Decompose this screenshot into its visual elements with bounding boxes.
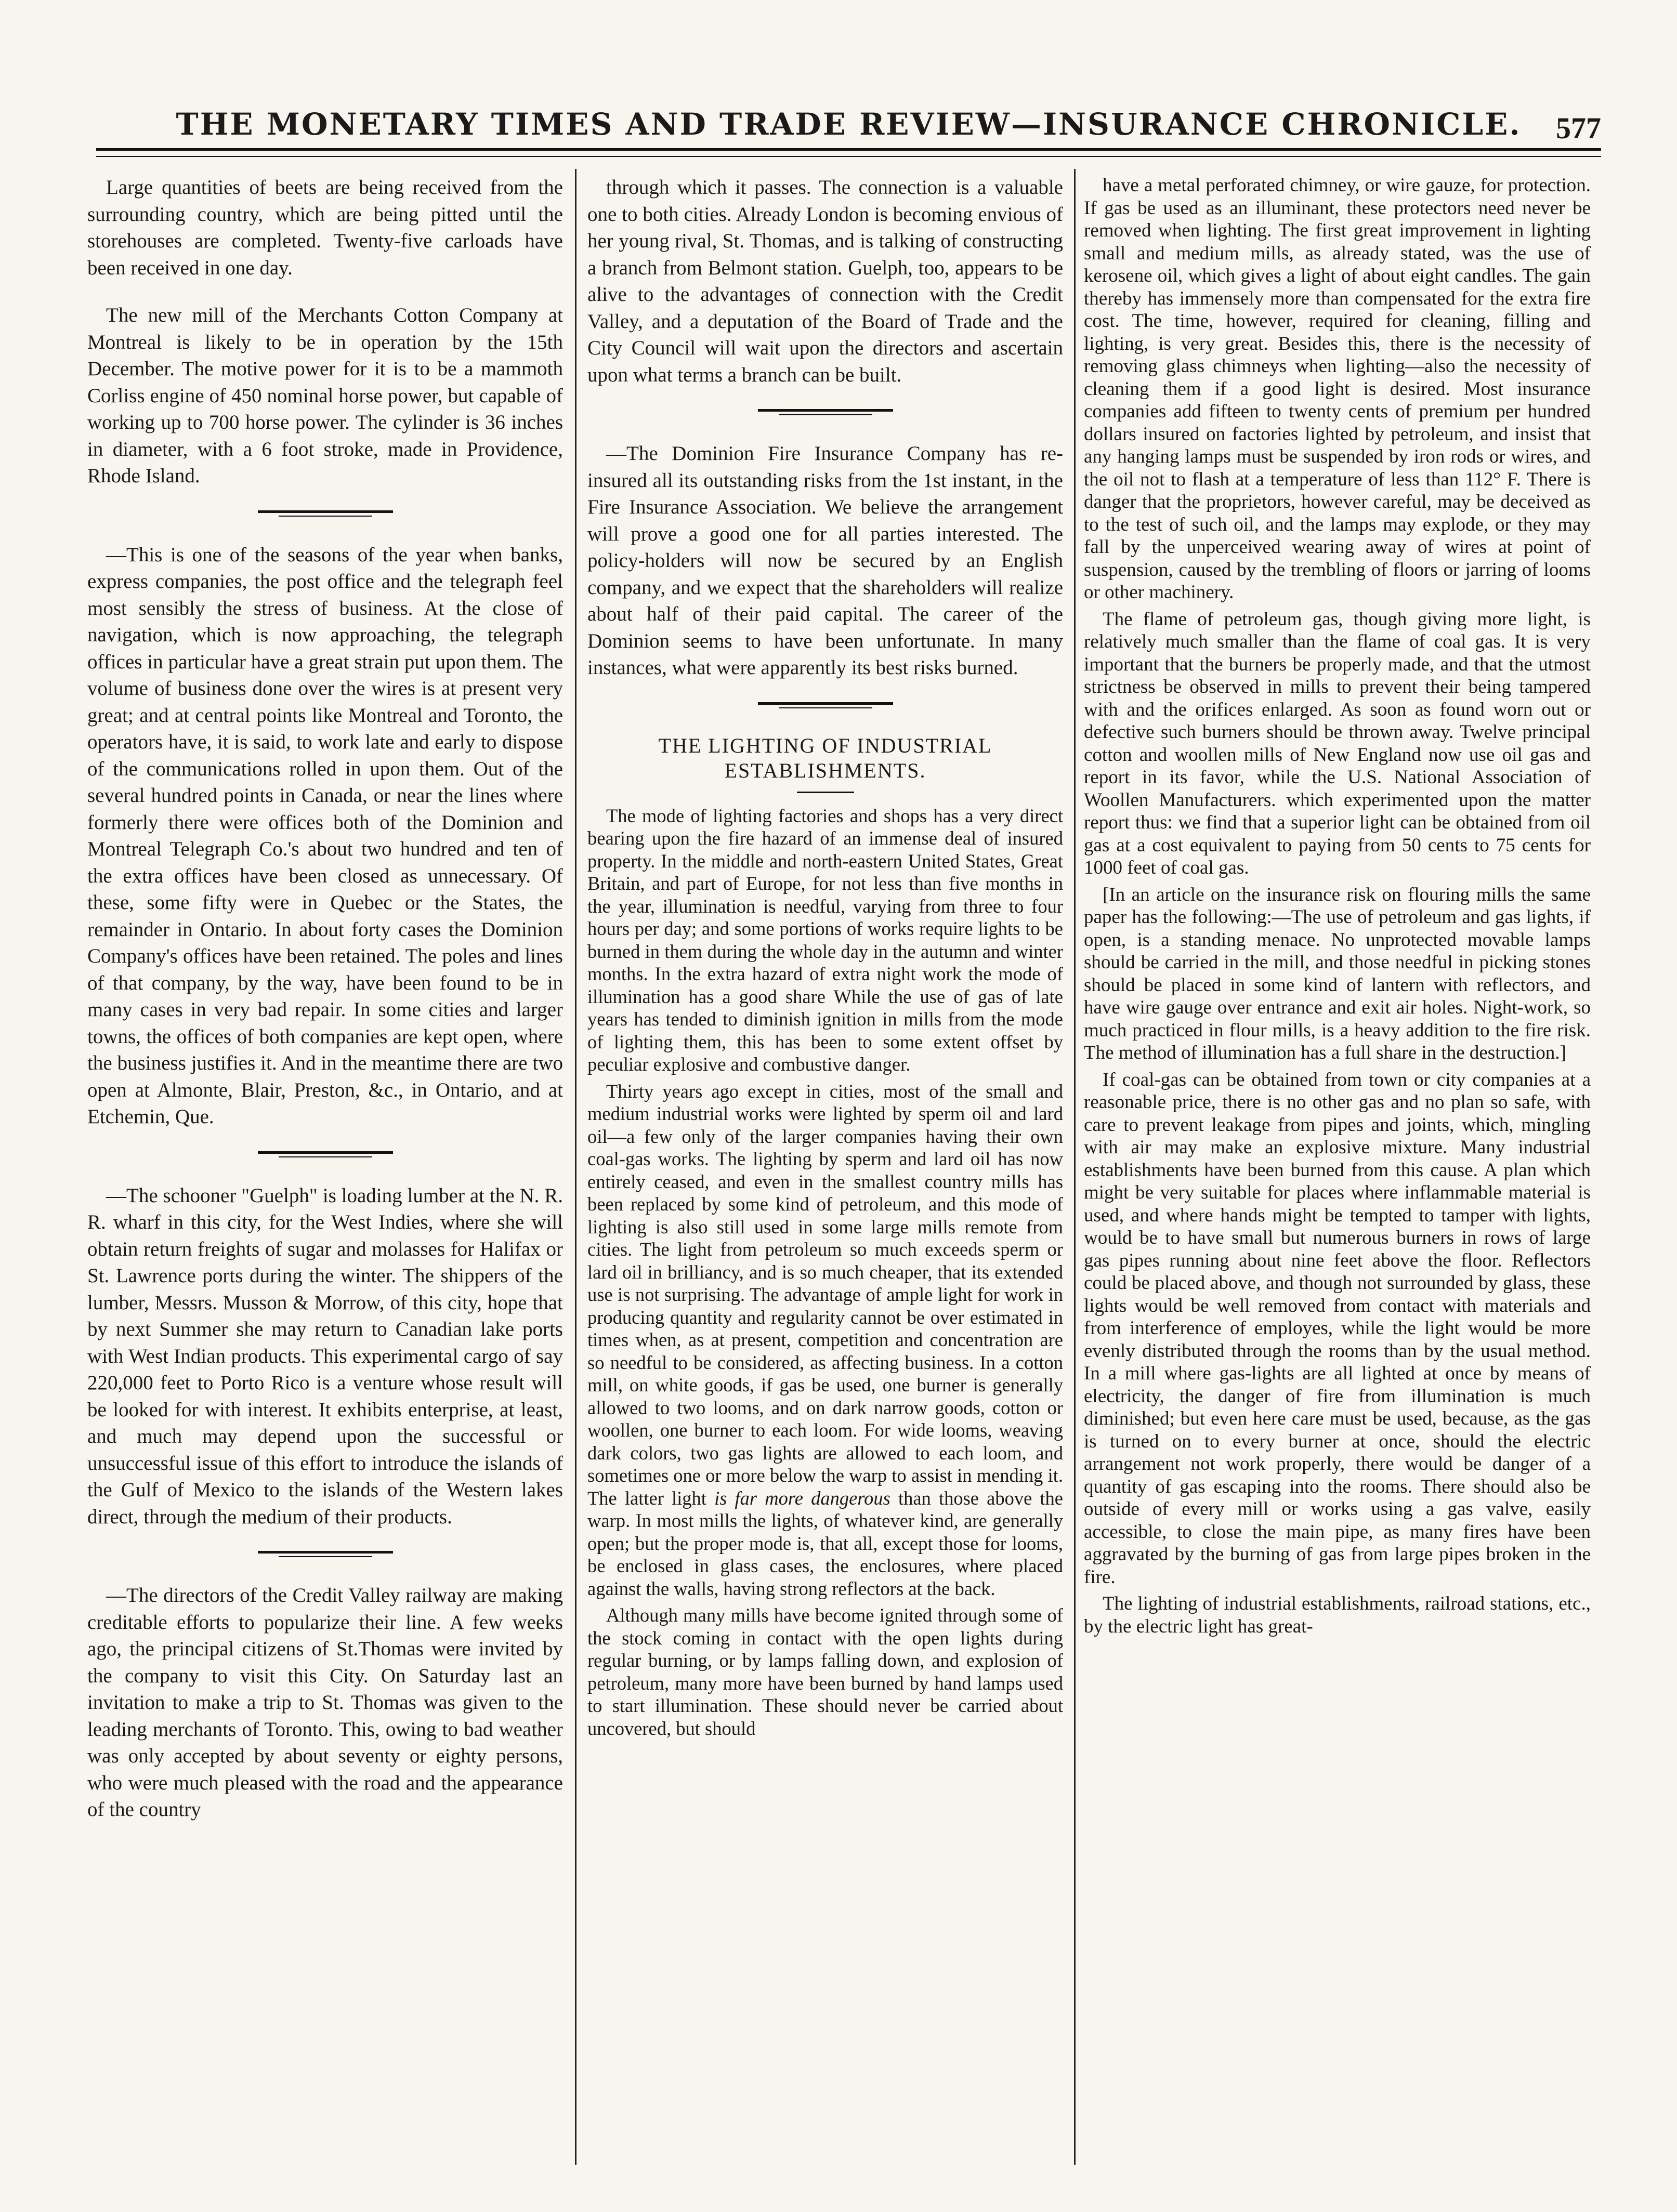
paragraph: Although many mills have become ignited through some of the stock coming in contact with the open lights during regular burning, or by lamps falling down, and explosion of petroleum, many more have been burned by hand lamps used to start illumination. These should never be carried about uncovered, but should: [587, 1604, 1063, 1739]
paragraph: —The schooner "Guelph" is loading lumber at the N. R. R. wharf in this city, for the West Indies, where she will obtain return freights of sugar and molasses for Halifax or St. Lawrence ports during the winter. The shippers of the lumber, Messrs. Musson & Morrow, of this city, hope that by next Summer she may return to Canadian lake ports with West Indian products. This experimental cargo of say 220,000 feet to Porto Rico is a venture whose result will be looked for with interest. It exhibits enterprise, at least, and much may depend upon the successful or unsuccessful issue of this effort to introduce the islands of the Gulf of Mexico to the islands of the Western lakes direct, through the medium of their products.: [87, 1184, 563, 1528]
paragraph: —This is one of the seasons of the year when banks, express companies, the post office and the telegraph feel most sensibly the stress of business. At the close of navigation, which is now approaching, the telegraph offices in particular have a great strain put upon them. The volume of business done over the wires is at present very great; and at central points like Montreal and Toronto, the operators have, it is said, to work late and early to dispose of the communications rolled in upon them. Out of the several hundred points in Canada, or near the lines where formerly there were offices both of the Dominion and Montreal Telegraph Co.'s about two hundred and ten of the extra offices have been closed as unnecessary. Of these, some fifty were in Quebec or the States, the remainder in Ontario. In about forty cases the Dominion Company's offices have been retained. The poles and lines of that company, by the way, have been found to be in many cases in very bad repair. In some cities and larger towns, the offices of both companies are kept open, where the business justifies it. And in the meantime there are two open at Almonte, Blair, Preston, &c., in Ontario, and at Etchemin, Que.: [87, 543, 563, 1128]
paragraph: The flame of petroleum gas, though giving more light, is relatively much smaller than the flame of coal gas. It is very important that the burners be properly made, and that the utmost strictness be observed in mills to prevent their being tampered with and the orifices enlarged. As soon as found worn out or defective such burners should be thrown away. Twelve principal cotton and woollen mills of New England now use oil gas and report in its favor, while the U.S. National Association of Woollen Manufacturers. which experimented upon the matter report thus: we find that a superior light can be obtained from oil gas at a cost equivalent to paying from 50 cents to 75 cents for 1000 feet of coal gas.: [1084, 608, 1591, 878]
column-divider: [1074, 169, 1076, 2165]
page-number: 577: [1556, 111, 1601, 145]
article-title-line: THE LIGHTING OF INDUSTRIAL: [658, 733, 992, 757]
paragraph: If coal-gas can be obtained from town or city companies at a reasonable price, there is no other gas and no plan so safe, with care to prevent leakage from pipes and joints, which, mingling with air may make an explosive mixture. Many industrial establishments have been burned from this cause. A plan which might be very suitable for places where inflammable material is used, and where hands might be tempted to tamper with lights, would be to have small but numerous burners in rows of large gas pipes running about nine feet above the floor. Reflectors could be placed above, and though not surrounded by glass, these lights would be well removed from contact with materials and from interference of employes, while the light would be more evenly distributed through the rooms than by the usual method. In a mill where gas-lights are all lighted at once by means of electricity, the danger of fire from illumination is much diminished; but even here care must be used, because, as the gas is turned on to every burner at once, should the electric arrangement not work properly, there would be danger of a quantity of gas escaping into the rooms. There should also be outside of every mill or works using a gas valve, easily accessible, to close the main pipe, as many fires have been aggravated by the burning of gas from large pipes broken in the fire.: [1084, 1069, 1591, 1588]
title-rule: [797, 792, 854, 793]
article-title-line: ESTABLISHMENTS.: [724, 758, 926, 782]
paragraph: —The Dominion Fire Insurance Company has re-insured all its outstanding risks from the 1st instant, in the Fire Insurance Association. We believe the arrangement will prove a good one for all parties interested. The policy-holders will now be secured by an English company, and we expect that the shareholders will realize about half of their paid capital. The career of the Dominion seems to have been unfortunate. In many instances, what were apparently its best risks burned.: [587, 442, 1063, 679]
article-title: [587, 733, 1063, 783]
paragraph: The new mill of the Merchants Cotton Company at Montreal is likely to be in operation by the 15th December. The motive power for it is to be a mammoth Corliss engine of 450 nominal horse power, but capable of working up to 700 horse power. The cylinder is 36 inches in diameter, with a 6 foot stroke, made in Providence, Rhode Island.: [87, 304, 563, 487]
article-separator: [258, 1551, 393, 1558]
article-separator: [758, 409, 893, 416]
text-run: Thirty years ago except in cities, most of the small and medium industrial works were lighted by sperm oil and lard oil—a few only of the larger companies having their own coal-gas works. The lighting by sperm and lard oil has now entirely ceased, and even in the smallest country mills has been replaced by some kind of petroleum, and this mode of lighting is also still used in some large mills remote from cities. The light from petroleum so much exceeds sperm or lard oil in brilliancy, and is so much cheaper, that its extended use is not surprising. The advantage of ample light for work in producing quantity and regularity cannot be over estimated in times when, as at present, competition and concentration are so needful to be considered, as affecting business. In a cotton mill, on white goods, if gas be used, one burner is generally allowed to two looms, and on dark narrow goods, cotton or woollen, one burner to each loom. For wide looms, weaving dark colors, two gas lights are allowed to each loom, and sometimes one or more below the warp to assist in mending it. The latter light: [587, 1080, 1063, 1509]
paragraph: have a metal perforated chimney, or wire gauze, for protection. If gas be used as an illuminant, these protectors need never be removed when lighting. The first great improvement in lighting small and medium mills, as already stated, was the use of kerosene oil, which gives a light of about eight candles. The gain thereby has immensely more than compensated for the extra fire cost. The time, however, required for cleaning, filling and lighting, is very great. Besides this, there is the necessity of removing glass chimneys when lighting—also the necessity of cleaning them if a good light is desired. Most insurance companies add fifteen to twenty cents of premium per hundred dollars insured on factories lighted by petroleum, and insist that any hanging lamps must be suspended by iron rods or wires, and the oil not to flash at a temperature of less than 112° F. There is danger that the proprietors, however careful, may be deceived as to the test of such oil, and the lamps may explode, or they may fall by the unperceived wearing away of wires at point of suspension, caused by the trembling of floors or jarring of looms or other machinery.: [1084, 175, 1591, 603]
header-rule-thin: [96, 156, 1601, 157]
column-1: [87, 174, 563, 2160]
article-separator: [758, 702, 893, 709]
article-separator: [258, 510, 393, 518]
paragraph: Large quantities of beets are being received from the surrounding country, which are being pitted until the storehouses are completed. Twenty-five carloads have been received in one day.: [87, 176, 563, 279]
newspaper-title: THE MONETARY TIMES AND TRADE REVIEW—INSURANCE CHRONICLE.: [176, 107, 1522, 142]
header-rule: [96, 148, 1601, 151]
emphasis: is far more dangerous: [714, 1487, 890, 1509]
text-run: than those above the warp. In most mills the lights, of whatever kind, are generally open; but the proper mode is, that all, except those for looms, be enclosed in glass cases, the enclosures, where placed against the walls, having strong reflectors at the back.: [587, 1487, 1063, 1599]
column-divider: [575, 169, 577, 2165]
paragraph: [In an article on the insurance risk on flouring mills the same paper has the following:—The use of petroleum and gas lights, if open, is a standing menace. No unprotected movable lamps should be carried in the mill, and those needful in picking stones should be placed in some kind of lantern with reflectors, and have wire gauge over entrance and exit air holes. Night-work, so much practiced in flour mills, is a heavy addition to the fire risk. The method of illumination has a full share in the destruction.]: [1084, 884, 1591, 1063]
paragraph: through which it passes. The connection is a valuable one to both cities. Already London is becoming envious of her young rival, St. Thomas, and is talking of constructing a branch from Belmont station. Guelph, too, appears to be alive to the advantages of connection with the Credit Valley, and a deputation of the Board of Trade and the City Council will wait upon the directors and ascertain upon what terms a branch can be built.: [587, 176, 1063, 386]
column-2: [587, 174, 1063, 2160]
paragraph: The mode of lighting factories and shops has a very direct bearing upon the fire hazard of an immense deal of insured property. In the middle and north-eastern United States, Great Britain, and part of Europe, for not less than five months in the year, illumination is needful, varying from three to four hours per day; and some portions of works require lights to be burned in them during the whole day in the autumn and winter months. In the extra hazard of extra night work the mode of illumination has a good share While the use of gas of late years has tended to diminish ignition in mills from the mode of lighting them, this has been to some extent offset by peculiar explosive and combustive danger.: [587, 805, 1063, 1075]
paragraph: The lighting of industrial establishments, railroad stations, etc., by the electric light has great-: [1084, 1593, 1591, 1637]
paragraph: —The directors of the Credit Valley railway are making creditable efforts to popularize their line. A few weeks ago, the principal citizens of St.Thomas were invited by the company to visit this City. On Saturday last an invitation to make a trip to St. Thomas was given to the leading merchants of Toronto. This, owing to bad weather was only accepted by about seventy or eighty persons, who were much pleased with the road and the appearance of the country: [87, 1584, 563, 1821]
article-separator: [258, 1151, 393, 1158]
column-3: [1084, 174, 1591, 2160]
paragraph: [587, 1080, 1063, 1600]
